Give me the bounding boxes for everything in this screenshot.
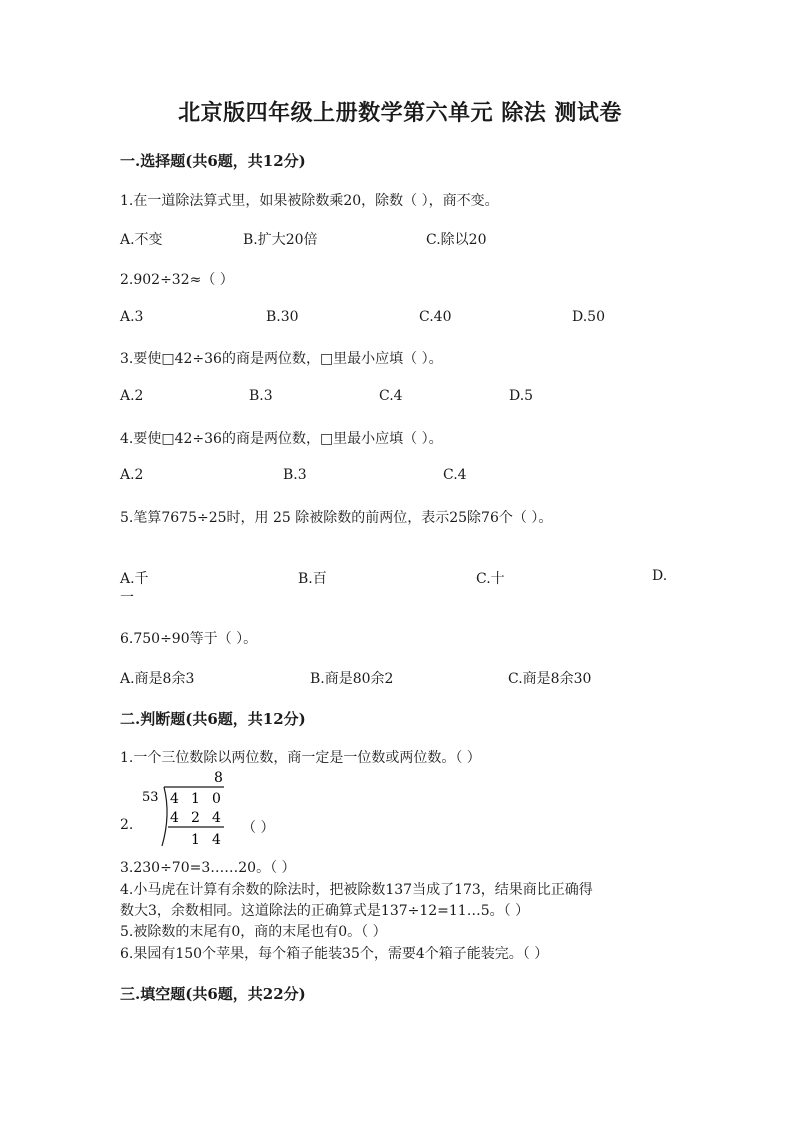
option: A.2: [120, 467, 144, 483]
option: C.4: [379, 388, 403, 404]
dividend-digit: 4: [170, 791, 179, 807]
question-text: 5.笔算7675÷25时，用 25 除被除数的前两位，表示25除76个（ ）。: [120, 510, 553, 526]
dividend-digit: 0: [212, 791, 221, 807]
option: C.商是8余30: [508, 671, 592, 687]
option: B.百: [298, 571, 327, 587]
question-text: 3.230÷70=3……20。（ ）: [120, 860, 296, 876]
option: B.商是80余2: [310, 671, 394, 687]
option: D.50: [572, 309, 605, 325]
option: B.3: [249, 388, 273, 404]
question-text: 5.被除数的末尾有0，商的末尾也有0。（ ）: [120, 924, 387, 940]
section-heading-choice: 一.选择题(共6题，共12分): [120, 152, 306, 170]
section-heading-fill: 三.填空题(共6题，共22分): [120, 985, 306, 1003]
divisor: 53: [142, 790, 159, 805]
option: C.4: [443, 467, 467, 483]
question-text: 2.902÷32≈（ ）: [120, 272, 234, 288]
product-digit: 2: [191, 810, 200, 826]
question-text-cont: 数大3，余数相同。这道除法的正确算式是137÷12=11…5。（ ）: [120, 903, 530, 919]
option-wrap-text: 一: [120, 590, 134, 606]
remainder-digit: 1: [191, 832, 200, 848]
option: A.商是8余3: [120, 671, 195, 687]
option: A.不变: [120, 232, 163, 248]
option: A.千: [120, 571, 149, 587]
question-text: 1.在一道除法算式里，如果被除数乘20，除数（ ），商不变。: [120, 193, 499, 209]
option: A.2: [120, 388, 144, 404]
question-text: 6.果园有150个苹果，每个箱子能装35个，需要4个箱子能装完。（ ）: [120, 946, 549, 962]
question-text: 4.小马虎在计算有余数的除法时，把被除数137当成了173，结果商比正确得: [120, 882, 593, 898]
option: D.: [652, 568, 668, 584]
long-division-figure: [140, 770, 230, 852]
answer-blank: （ ）: [242, 820, 275, 836]
question-text: 3.要使□42÷36的商是两位数，□里最小应填（ ）。: [120, 351, 443, 367]
option: D.5: [509, 388, 534, 404]
dividend-digit: 1: [191, 791, 200, 807]
option: C.40: [419, 309, 452, 325]
question-text: 1.一个三位数除以两位数，商一定是一位数或两位数。（ ）: [120, 750, 481, 766]
product-digit: 4: [212, 810, 221, 826]
product-digit: 4: [170, 810, 179, 826]
option: C.除以20: [426, 232, 487, 248]
option: B.3: [283, 467, 307, 483]
option: C.十: [476, 571, 505, 587]
quotient-digit: 8: [214, 770, 223, 786]
page-title: 北京版四年级上册数学第六单元 除法 测试卷: [178, 100, 622, 126]
question-text: 6.750÷90等于（ ）。: [120, 631, 258, 647]
question-number: 2.: [120, 817, 134, 833]
option: B.30: [266, 309, 299, 325]
section-heading-judgement: 二.判断题(共6题，共12分): [120, 710, 306, 728]
option: B.扩大20倍: [243, 232, 318, 248]
option: A.3: [120, 309, 144, 325]
remainder-digit: 4: [212, 832, 221, 848]
question-text: 4.要使□42÷36的商是两位数，□里最小应填（ ）。: [120, 431, 443, 447]
